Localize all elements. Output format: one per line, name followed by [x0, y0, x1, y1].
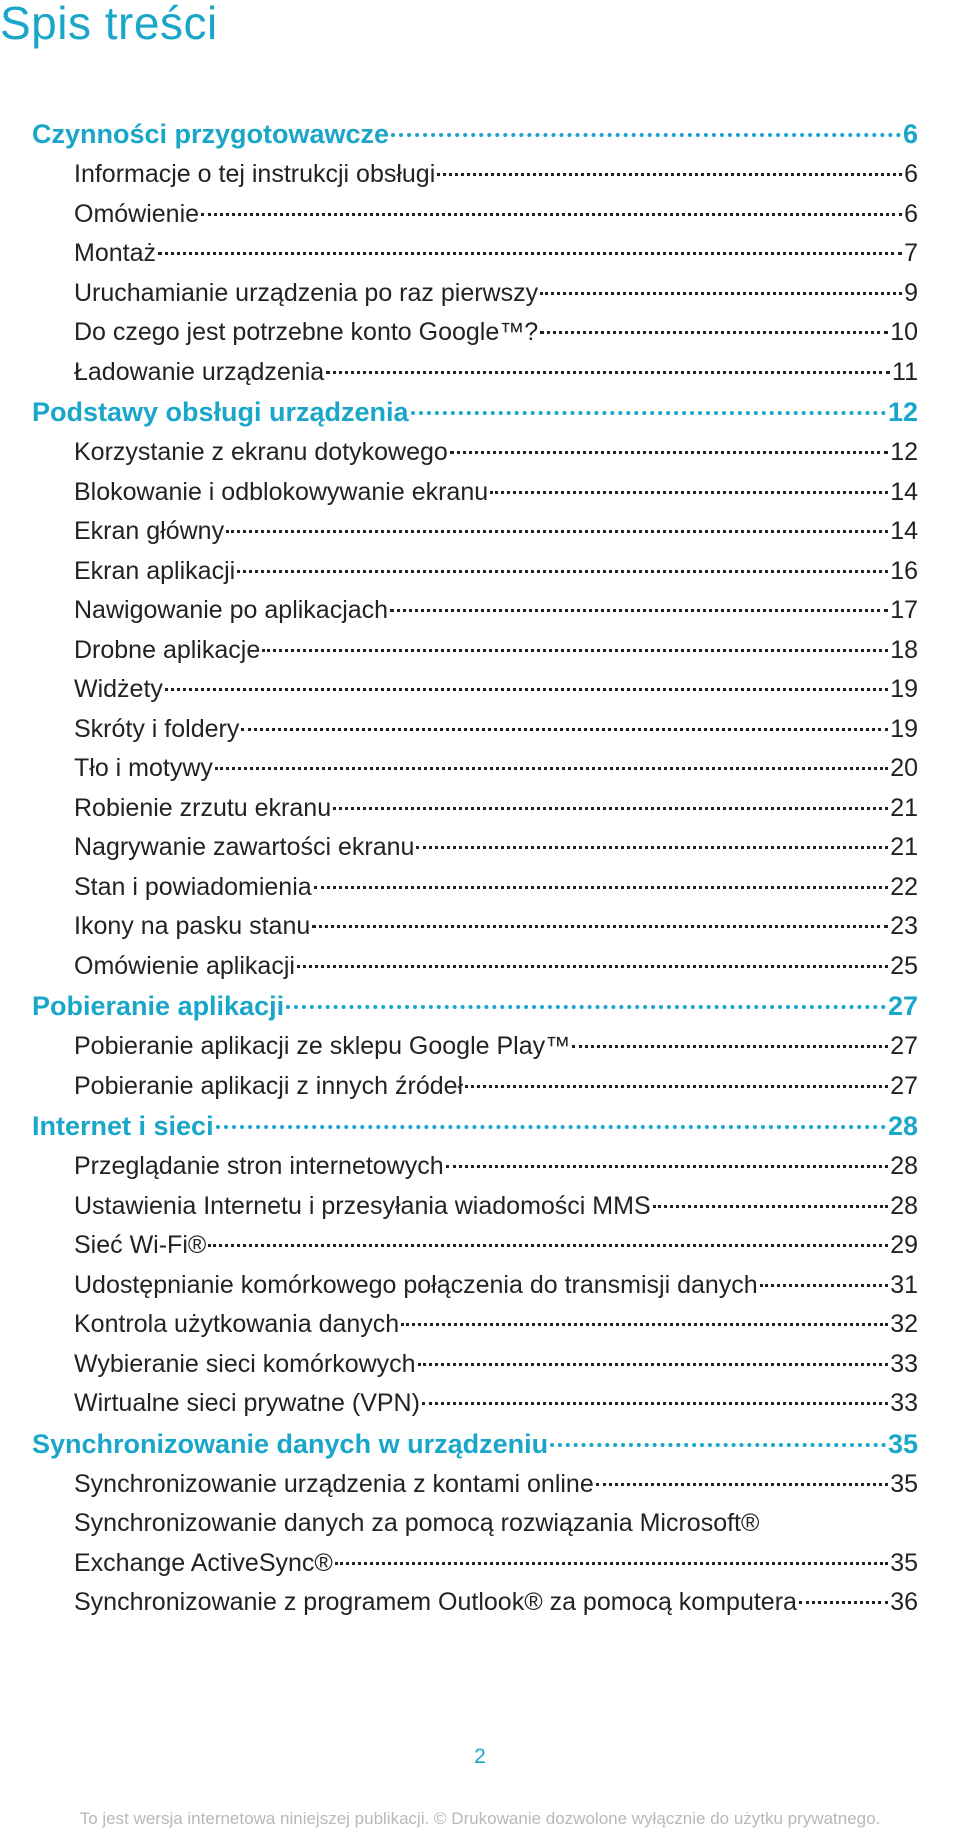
toc-entry-label: Kontrola użytkowania danych — [74, 1310, 400, 1338]
toc-entry-label: Synchronizowanie danych w urządzeniu — [32, 1428, 549, 1459]
dot-leader — [208, 1244, 888, 1247]
toc-entry[interactable] — [32, 1027, 918, 1067]
toc-entry-label: Korzystanie z ekranu dotykowego — [74, 438, 448, 466]
toc-entry-page-number: 19 — [890, 714, 918, 743]
toc-entry-label: Do czego jest potrzebne konto Google™? — [74, 318, 539, 346]
toc-section-entry[interactable] — [32, 1106, 918, 1147]
toc-entry-page-number: 9 — [904, 278, 918, 307]
toc-entry-page-number: 21 — [890, 793, 918, 822]
toc-entry-label: Czynności przygotowawcze — [32, 119, 390, 149]
toc-entry-page-number: 35 — [887, 1428, 918, 1459]
toc-entry-label: Uruchamianie urządzenia po raz pierwszy — [74, 278, 539, 307]
toc-entry-label: Drobne aplikacje — [74, 635, 261, 664]
toc-entry-page-number: 6 — [904, 160, 918, 188]
toc-entry-label: Podstawy obsługi urządzenia — [32, 397, 409, 427]
toc-entry[interactable] — [32, 473, 918, 513]
toc-entry-page-number: 31 — [890, 1270, 918, 1299]
toc-entry-page-number: 35 — [890, 1469, 918, 1498]
dot-leader — [401, 1323, 888, 1326]
toc-entry[interactable] — [32, 274, 918, 314]
dot-leader — [333, 807, 888, 810]
toc-entry-page-number: 33 — [890, 1389, 918, 1417]
dot-leader — [335, 1562, 888, 1565]
toc-entry-label: Informacje o tej instrukcji obsługi — [74, 160, 436, 188]
dot-leader — [572, 1045, 888, 1048]
dot-leader — [215, 767, 888, 770]
toc-entry[interactable] — [32, 1465, 918, 1505]
toc-entry-label: Ustawienia Internetu i przesyłania wiadomości MMS — [74, 1191, 651, 1220]
dot-leader — [326, 371, 890, 374]
toc-entry[interactable] — [32, 631, 918, 671]
toc-entry[interactable] — [32, 1266, 918, 1306]
toc-entry-page-number: 12 — [887, 397, 918, 427]
toc-entry[interactable] — [32, 1583, 918, 1623]
dot-leader — [312, 925, 888, 928]
dot-leader — [201, 213, 902, 216]
dot-leader — [411, 411, 886, 415]
dot-leader — [226, 530, 888, 533]
toc-entry-label: Skróty i foldery — [74, 714, 240, 743]
toc-entry-label: Montaż — [74, 239, 156, 267]
toc-entry-page-number: 36 — [890, 1588, 918, 1616]
table-of-contents — [32, 114, 918, 1623]
toc-entry[interactable] — [32, 1504, 918, 1583]
toc-entry[interactable] — [32, 947, 918, 987]
page-title: Spis treści — [0, 0, 218, 49]
dot-leader — [490, 491, 888, 494]
toc-entry[interactable] — [32, 1067, 918, 1107]
toc-entry[interactable] — [32, 749, 918, 789]
toc-entry[interactable] — [32, 789, 918, 829]
dot-leader — [216, 1125, 886, 1129]
toc-entry-page-number: 14 — [890, 517, 918, 545]
toc-entry-page-number: 29 — [890, 1231, 918, 1259]
toc-entry[interactable] — [32, 1147, 918, 1187]
toc-entry[interactable] — [32, 552, 918, 592]
toc-entry-page-number: 35 — [890, 1548, 918, 1577]
toc-entry-label: Nagrywanie zawartości ekranu — [74, 833, 415, 861]
dot-leader — [596, 1483, 888, 1486]
toc-entry-page-number: 6 — [902, 119, 918, 149]
toc-entry-page-number: 33 — [890, 1349, 918, 1378]
dot-leader — [760, 1284, 888, 1287]
toc-entry-label: Internet i sieci — [32, 1111, 214, 1141]
toc-entry-label: Synchronizowanie urządzenia z kontami online — [74, 1469, 594, 1498]
dot-leader — [540, 331, 888, 334]
toc-entry-page-number: 28 — [890, 1152, 918, 1180]
toc-entry[interactable] — [32, 907, 918, 947]
toc-entry[interactable] — [32, 670, 918, 710]
dot-leader — [465, 1085, 888, 1088]
toc-entry-label: Ładowanie urządzenia — [74, 357, 325, 386]
toc-entry-label: Pobieranie aplikacji — [32, 991, 285, 1021]
dot-leader — [237, 570, 888, 573]
dot-leader — [391, 133, 901, 137]
toc-entry-page-number: 25 — [890, 951, 918, 980]
toc-entry-label: Sieć Wi-Fi® — [74, 1231, 207, 1259]
toc-entry-label: Wirtualne sieci prywatne (VPN) — [74, 1389, 420, 1417]
dot-leader — [262, 649, 888, 652]
toc-section-entry[interactable] — [32, 1424, 918, 1465]
dot-leader — [286, 1005, 886, 1009]
toc-entry[interactable] — [32, 868, 918, 908]
dot-leader — [416, 846, 888, 849]
toc-entry-page-number: 11 — [892, 357, 918, 386]
toc-entry-page-number: 32 — [890, 1310, 918, 1338]
toc-entry-label: Synchronizowanie danych za pomocą rozwiązania Microsoft® — [74, 1509, 760, 1537]
toc-entry-label: Przeglądanie stron internetowych — [74, 1152, 444, 1180]
toc-entry-page-number: 27 — [890, 1071, 918, 1100]
dot-leader — [297, 965, 888, 968]
toc-section-entry[interactable] — [32, 986, 918, 1027]
toc-entry[interactable] — [32, 313, 918, 353]
toc-entry[interactable] — [32, 155, 918, 195]
toc-entry-page-number: 20 — [890, 754, 918, 782]
dot-leader — [653, 1205, 889, 1208]
toc-entry-label: Ekran aplikacji — [74, 556, 236, 585]
toc-entry-label: Omówienie — [74, 199, 200, 228]
toc-entry-label: Pobieranie aplikacji ze sklepu Google Play™ — [74, 1032, 571, 1060]
toc-entry-page-number: 16 — [890, 556, 918, 585]
toc-entry[interactable] — [32, 1226, 918, 1266]
dot-leader — [550, 1443, 886, 1447]
toc-entry-page-number: 28 — [890, 1191, 918, 1220]
toc-entry[interactable] — [32, 353, 918, 393]
toc-entry-label: Omówienie aplikacji — [74, 951, 295, 980]
toc-entry-page-number: 21 — [890, 833, 918, 861]
toc-entry-label: Synchronizowanie z programem Outlook® za pomocą komputera — [74, 1588, 797, 1616]
toc-entry-label: Wybieranie sieci komórkowych — [74, 1349, 416, 1378]
dot-leader — [158, 252, 902, 255]
toc-entry-page-number: 6 — [904, 199, 918, 228]
toc-entry[interactable] — [32, 1305, 918, 1345]
toc-entry-label: Pobieranie aplikacji z innych źródeł — [74, 1071, 464, 1100]
dot-leader — [422, 1402, 888, 1405]
toc-entry-label: Exchange ActiveSync® — [74, 1548, 333, 1577]
toc-entry-page-number: 23 — [890, 912, 918, 940]
toc-entry-page-number: 22 — [890, 872, 918, 901]
toc-entry-page-number: 27 — [887, 991, 918, 1021]
dot-leader — [450, 451, 888, 454]
toc-entry-label: Robienie zrzutu ekranu — [74, 793, 332, 822]
dot-leader — [241, 728, 888, 731]
toc-section-entry[interactable] — [32, 114, 918, 155]
dot-leader — [390, 609, 888, 612]
page-number: 2 — [474, 1745, 486, 1768]
toc-entry-label: Widżety — [74, 675, 163, 703]
toc-entry-page-number: 28 — [887, 1111, 918, 1141]
toc-entry-continuation — [74, 1544, 918, 1584]
toc-entry[interactable] — [32, 1187, 918, 1227]
toc-entry-label: Nawigowanie po aplikacjach — [74, 596, 389, 624]
dot-leader — [314, 886, 889, 889]
dot-leader — [165, 688, 888, 691]
toc-entry-label: Blokowanie i odblokowywanie ekranu — [74, 477, 489, 506]
toc-entry[interactable] — [32, 234, 918, 274]
toc-entry[interactable] — [32, 828, 918, 868]
toc-section-entry[interactable] — [32, 392, 918, 433]
toc-entry-page-number: 27 — [890, 1032, 918, 1060]
toc-entry-page-number: 14 — [890, 477, 918, 506]
dot-leader — [799, 1601, 888, 1604]
toc-entry-label: Tło i motywy — [74, 754, 213, 782]
footer-note: To jest wersja internetowa niniejszej publikacji. © Drukowanie dozwolone wyłącznie do użytku prywatnego. — [79, 1809, 881, 1828]
toc-entry-page-number: 19 — [890, 675, 918, 703]
dot-leader — [437, 173, 902, 176]
toc-entry-page-number: 12 — [890, 438, 918, 466]
toc-entry-page-number: 18 — [890, 635, 918, 664]
toc-entry-label: Ikony na pasku stanu — [74, 912, 311, 940]
toc-entry-page-number: 17 — [890, 596, 918, 624]
toc-entry-page-number: 10 — [890, 318, 918, 346]
toc-entry[interactable] — [32, 512, 918, 552]
toc-entry[interactable] — [32, 710, 918, 750]
toc-entry[interactable] — [32, 195, 918, 235]
toc-entry[interactable] — [32, 433, 918, 473]
toc-entry[interactable] — [32, 1345, 918, 1385]
dot-leader — [446, 1165, 889, 1168]
toc-entry[interactable] — [32, 1384, 918, 1424]
toc-entry-label: Ekran główny — [74, 517, 225, 545]
toc-entry-label: Udostępnianie komórkowego połączenia do transmisji danych — [74, 1270, 758, 1299]
toc-entry-label: Stan i powiadomienia — [74, 872, 312, 901]
dot-leader — [418, 1363, 889, 1366]
toc-entry[interactable] — [32, 591, 918, 631]
toc-entry-page-number: 7 — [904, 239, 918, 267]
dot-leader — [540, 292, 902, 295]
